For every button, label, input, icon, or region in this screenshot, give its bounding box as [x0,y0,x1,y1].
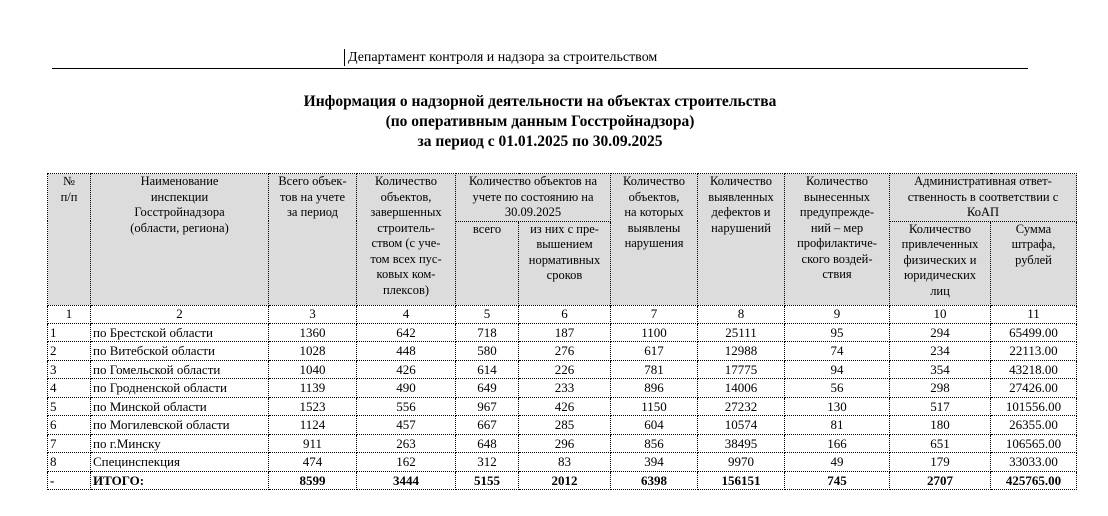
column-number-cell: 1 [48,305,91,323]
header-total-objects: Всего объек- тов на учете за период [269,174,357,306]
value-cell: 1040 [269,360,357,379]
header-warnings-count: Количество вынесенных предупрежде- ний – мер профилактиче- ского воздей- ствия [785,174,890,306]
value-cell: 166 [785,434,890,453]
value-cell: 394 [611,453,698,472]
value-cell: 642 [357,323,456,342]
value-cell: 896 [611,379,698,398]
header-rule [52,68,1028,69]
value-cell: 2012 [519,471,611,490]
title-line-1: Информация о надзорной деятельности на объектах строительства [303,93,777,110]
value-cell: 1139 [269,379,357,398]
row-number-cell: 8 [48,453,91,472]
value-cell: 745 [785,471,890,490]
value-cell: 474 [269,453,357,472]
value-cell: 38495 [698,434,785,453]
table-row [48,360,1077,379]
value-cell: 967 [456,397,519,416]
value-cell: 6398 [611,471,698,490]
value-cell: 1028 [269,342,357,361]
value-cell: 43218.00 [991,360,1077,379]
title-line-3: за период с 01.01.2025 по 30.09.2025 [417,133,663,150]
value-cell: 162 [357,453,456,472]
column-numbers-row [48,305,1077,323]
value-cell: 180 [890,416,991,435]
document-title [52,92,1028,152]
value-cell: 12988 [698,342,785,361]
value-cell: 130 [785,397,890,416]
value-cell: 226 [519,360,611,379]
department-name: Департамент контроля и надзора за строительством [344,49,657,66]
column-number-cell: 6 [519,305,611,323]
row-number-cell: 6 [48,416,91,435]
column-number-cell: 4 [357,305,456,323]
value-cell: 101556.00 [991,397,1077,416]
value-cell: 74 [785,342,890,361]
header-objects-with-violations: Количество объектов, на которых выявлены нарушения [611,174,698,306]
column-number-cell: 8 [698,305,785,323]
value-cell: 1150 [611,397,698,416]
inspection-name-cell: по г.Минску [91,434,269,453]
column-number-cell: 7 [611,305,698,323]
value-cell: 312 [456,453,519,472]
table-row [48,434,1077,453]
value-cell: 580 [456,342,519,361]
header-defects-count: Количество выявленных дефектов и нарушений [698,174,785,306]
value-cell: 22113.00 [991,342,1077,361]
header-number: № п/п [48,174,91,306]
header-persons-count: Количество привлеченных физических и юридических лиц [890,221,991,305]
value-cell: 490 [357,379,456,398]
row-number-cell: 5 [48,397,91,416]
value-cell: 296 [519,434,611,453]
value-cell: 25111 [698,323,785,342]
value-cell: 27426.00 [991,379,1077,398]
value-cell: 187 [519,323,611,342]
inspection-name-cell: по Могилевской области [91,416,269,435]
value-cell: 457 [357,416,456,435]
value-cell: 1523 [269,397,357,416]
value-cell: 285 [519,416,611,435]
value-cell: 425765.00 [991,471,1077,490]
table-row [48,323,1077,342]
value-cell: 179 [890,453,991,472]
value-cell: 604 [611,416,698,435]
value-cell: 8599 [269,471,357,490]
value-cell: 156151 [698,471,785,490]
inspection-name-cell: по Гродненской области [91,379,269,398]
value-cell: 556 [357,397,456,416]
value-cell: 106565.00 [991,434,1077,453]
row-number-cell: - [48,471,91,490]
value-cell: 276 [519,342,611,361]
value-cell: 667 [456,416,519,435]
value-cell: 426 [519,397,611,416]
title-line-2: (по оперативным данным Госстройнадзора) [385,113,695,130]
value-cell: 233 [519,379,611,398]
column-number-cell: 5 [456,305,519,323]
value-cell: 298 [890,379,991,398]
column-number-cell: 2 [91,305,269,323]
row-number-cell: 1 [48,323,91,342]
value-cell: 2707 [890,471,991,490]
row-number-cell: 7 [48,434,91,453]
value-cell: 9970 [698,453,785,472]
value-cell: 649 [456,379,519,398]
header-completed-objects: Количество объектов, завершенных строитель- ством (с уче- том всех пус- ковых ком- плексов) [357,174,456,306]
value-cell: 26355.00 [991,416,1077,435]
column-number-cell: 10 [890,305,991,323]
header-administrative-liability: Административная ответ- ственность в соответствии с КоАП [890,174,1077,222]
column-number-cell: 11 [991,305,1077,323]
inspection-name-cell: по Гомельской области [91,360,269,379]
value-cell: 294 [890,323,991,342]
value-cell: 617 [611,342,698,361]
supervision-table [47,173,1077,490]
header-inspection-name: Наименование инспекции Госстройнадзора (области, региона) [91,174,269,306]
value-cell: 856 [611,434,698,453]
value-cell: 426 [357,360,456,379]
value-cell: 65499.00 [991,323,1077,342]
value-cell: 448 [357,342,456,361]
value-cell: 94 [785,360,890,379]
value-cell: 1360 [269,323,357,342]
value-cell: 648 [456,434,519,453]
inspection-name-cell: ИТОГО: [91,471,269,490]
table-row [48,453,1077,472]
column-number-cell: 9 [785,305,890,323]
table-row [48,416,1077,435]
value-cell: 614 [456,360,519,379]
value-cell: 10574 [698,416,785,435]
value-cell: 14006 [698,379,785,398]
value-cell: 81 [785,416,890,435]
table-row [48,397,1077,416]
value-cell: 718 [456,323,519,342]
column-number-cell: 3 [269,305,357,323]
value-cell: 33033.00 [991,453,1077,472]
value-cell: 5155 [456,471,519,490]
row-number-cell: 4 [48,379,91,398]
value-cell: 234 [890,342,991,361]
inspection-name-cell: по Брестской области [91,323,269,342]
value-cell: 263 [357,434,456,453]
value-cell: 3444 [357,471,456,490]
value-cell: 95 [785,323,890,342]
value-cell: 49 [785,453,890,472]
row-number-cell: 3 [48,360,91,379]
value-cell: 1124 [269,416,357,435]
table-row [48,379,1077,398]
inspection-name-cell: по Витебской области [91,342,269,361]
header-on-record-overdue: из них с пре- вышением нормативных сроков [519,221,611,305]
value-cell: 17775 [698,360,785,379]
value-cell: 56 [785,379,890,398]
row-number-cell: 2 [48,342,91,361]
inspection-name-cell: Специнспекция [91,453,269,472]
value-cell: 1100 [611,323,698,342]
header-on-record-total: всего [456,221,519,305]
value-cell: 911 [269,434,357,453]
header-objects-on-record: Количество объектов на учете по состоянию на 30.09.2025 [456,174,611,222]
value-cell: 83 [519,453,611,472]
value-cell: 651 [890,434,991,453]
inspection-name-cell: по Минской области [91,397,269,416]
value-cell: 27232 [698,397,785,416]
table-row [48,342,1077,361]
value-cell: 781 [611,360,698,379]
value-cell: 354 [890,360,991,379]
value-cell: 517 [890,397,991,416]
header-fine-amount: Сумма штрафа, рублей [991,221,1077,305]
total-row [48,471,1077,490]
